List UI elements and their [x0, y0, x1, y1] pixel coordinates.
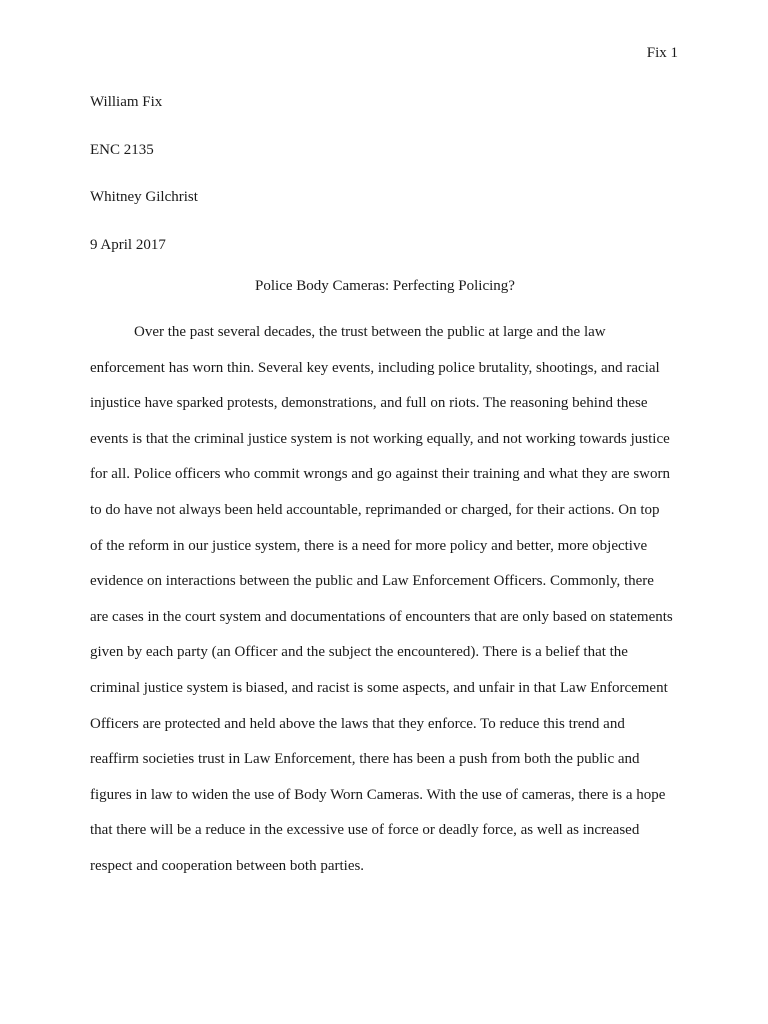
- body-paragraph: [90, 322, 690, 892]
- author-name: William Fix: [90, 94, 163, 110]
- paragraph-line: injustice have sparked protests, demonstrations, and full on riots. The reasoning behind these: [90, 395, 648, 412]
- document-date: 9 April 2017: [90, 236, 166, 253]
- paragraph-line: events is that the criminal justice system is not working equally, and not working towards justice: [90, 430, 670, 447]
- document-title: Police Body Cameras: Perfecting Policing?: [255, 278, 515, 294]
- paragraph-line: Officers are protected and held above the laws that they enforce. To reduce this trend and: [90, 715, 625, 732]
- course-code: ENC 2135: [90, 141, 154, 158]
- paragraph-line: enforcement has worn thin. Several key events, including police brutality, shootings, and racial: [90, 359, 660, 376]
- paragraph-line: are cases in the court system and documentations of encounters that are only based on statements: [90, 608, 673, 625]
- running-head: Fix 1: [646, 45, 678, 61]
- paragraph-line: to do have not always been held accountable, reprimanded or charged, for their actions. On top: [90, 501, 660, 518]
- mla-heading: [90, 92, 680, 282]
- paragraph-line: of the reform in our justice system, there is a need for more policy and better, more objective: [90, 537, 648, 554]
- paragraph-line: Over the past several decades, the trust between the public at large and the law: [134, 324, 606, 340]
- paragraph-line: reaffirm societies trust in Law Enforcement, there has been a push from both the public and: [90, 751, 640, 768]
- paragraph-line: criminal justice system is biased, and racist is some aspects, and unfair in that Law Enforcement: [90, 679, 668, 696]
- paragraph-line: that there will be a reduce in the excessive use of force or deadly force, as well as increased: [90, 822, 640, 839]
- instructor-name: Whitney Gilchrist: [90, 189, 198, 205]
- paragraph-line: figures in law to widen the use of Body Worn Cameras. With the use of cameras, there is a hope: [90, 786, 666, 803]
- paragraph-line: for all. Police officers who commit wrongs and go against their training and what they are sworn: [90, 466, 670, 483]
- paragraph-line: evidence on interactions between the public and Law Enforcement Officers. Commonly, there: [90, 573, 654, 590]
- paragraph-line: respect and cooperation between both parties.: [90, 857, 365, 874]
- paragraph-line: given by each party (an Officer and the subject the encountered). There is a belief that the: [90, 644, 628, 661]
